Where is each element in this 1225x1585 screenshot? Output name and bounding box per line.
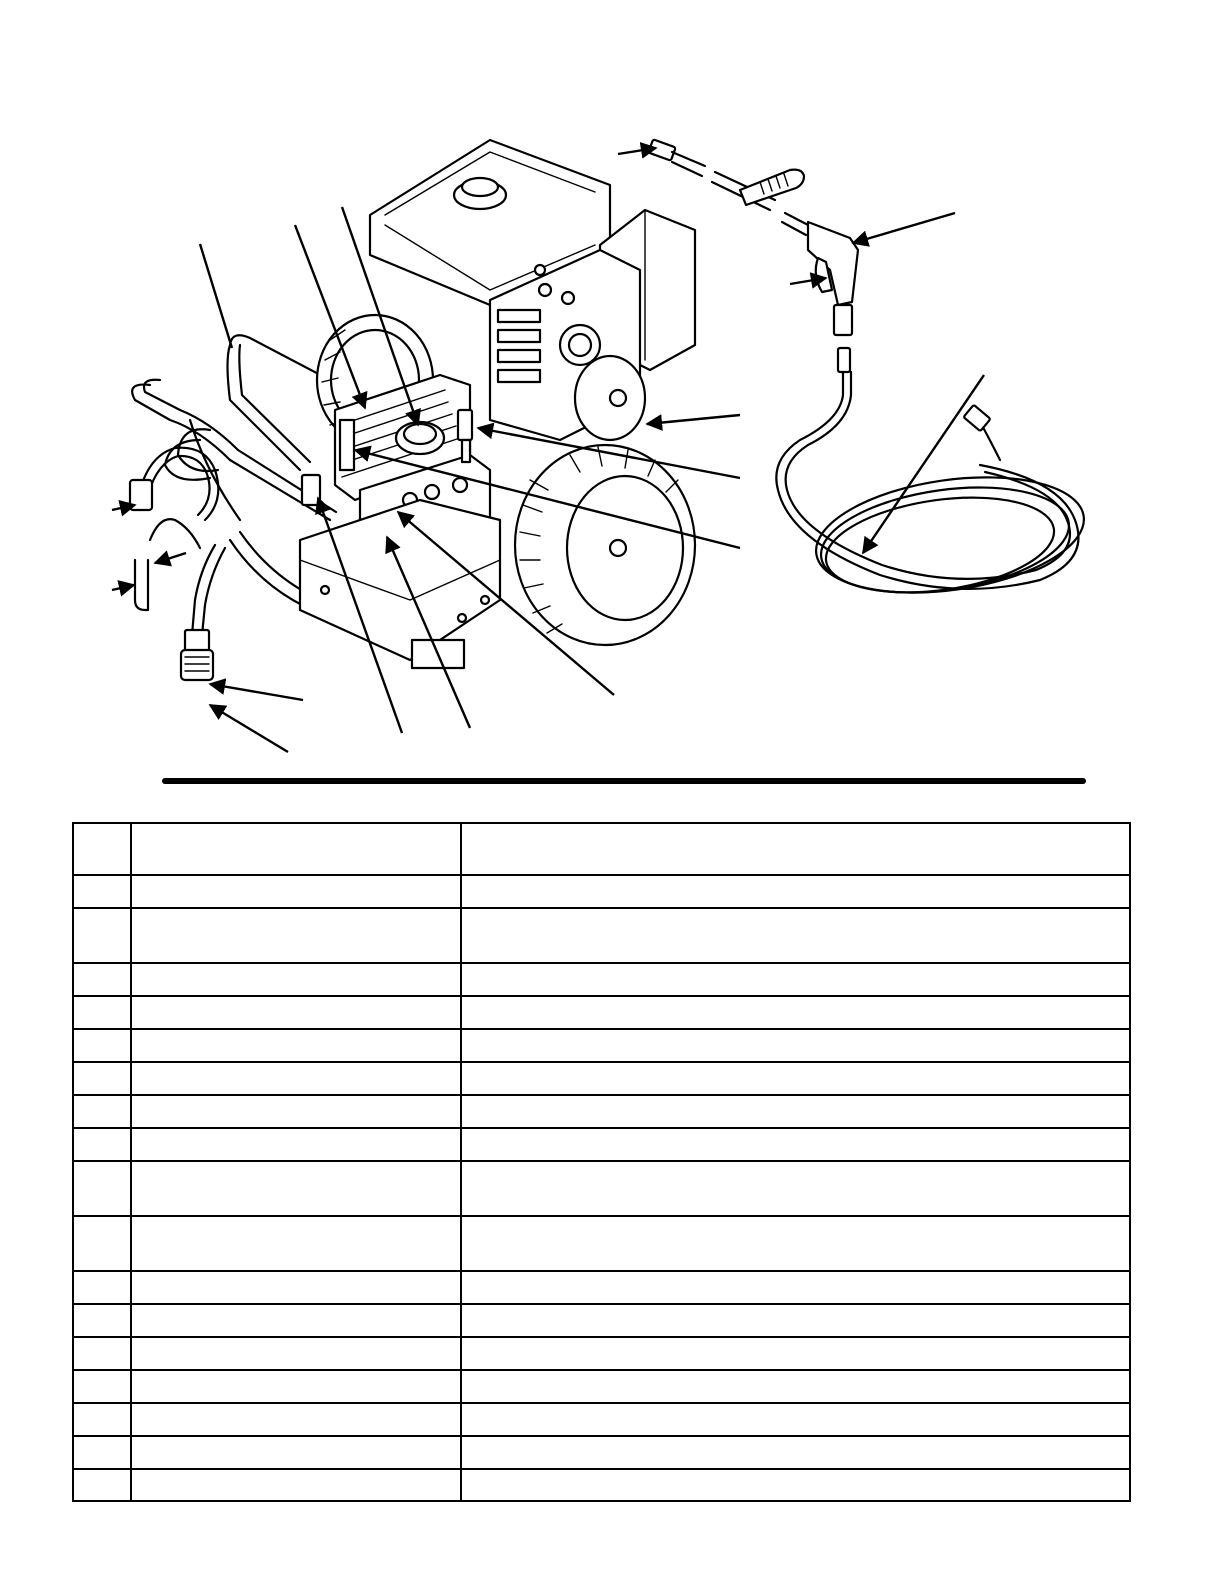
- table-row: [73, 1161, 1130, 1216]
- table-cell-ref: [73, 1469, 131, 1501]
- table-cell-name: [131, 908, 461, 963]
- table-cell-description: [461, 908, 1130, 963]
- table-cell-name: [131, 823, 461, 875]
- pressure-washer-illustration: [0, 0, 1225, 770]
- table-cell-description: [461, 1436, 1130, 1469]
- callout-15: [210, 705, 288, 752]
- section-divider: [162, 778, 1086, 784]
- table-row: [73, 1469, 1130, 1501]
- table-cell-name: [131, 1337, 461, 1370]
- table-cell-ref: [73, 1216, 131, 1271]
- table-row: [73, 996, 1130, 1029]
- table-cell-ref: [73, 1029, 131, 1062]
- table-cell-description: [461, 1469, 1130, 1501]
- table-row: [73, 963, 1130, 996]
- table-cell-description: [461, 996, 1130, 1029]
- table-cell-ref: [73, 1271, 131, 1304]
- table-row: [73, 1062, 1130, 1095]
- table-cell-ref: [73, 1161, 131, 1216]
- table-cell-name: [131, 1095, 461, 1128]
- table-cell-description: [461, 1128, 1130, 1161]
- table-cell-ref: [73, 1403, 131, 1436]
- table-row: [73, 1216, 1130, 1271]
- table-row: [73, 908, 1130, 963]
- table-cell-description: [461, 875, 1130, 908]
- table-cell-name: [131, 1029, 461, 1062]
- table-cell-description: [461, 1216, 1130, 1271]
- table-cell-ref: [73, 875, 131, 908]
- table-cell-name: [131, 1469, 461, 1501]
- callout-13: [112, 585, 134, 590]
- callout-4: [863, 375, 984, 553]
- table-row: [73, 1128, 1130, 1161]
- table-cell-name: [131, 1403, 461, 1436]
- table-cell-description: [461, 823, 1130, 875]
- table-cell-name: [131, 963, 461, 996]
- table-row: [73, 875, 1130, 908]
- callout-2: [853, 213, 955, 243]
- table-cell-name: [131, 1271, 461, 1304]
- table-cell-ref: [73, 963, 131, 996]
- parts-table: [72, 822, 1131, 1502]
- table-cell-ref: [73, 996, 131, 1029]
- table-cell-name: [131, 1062, 461, 1095]
- table-cell-ref: [73, 1095, 131, 1128]
- table-row: [73, 823, 1130, 875]
- table-cell-ref: [73, 1062, 131, 1095]
- table-cell-description: [461, 1337, 1130, 1370]
- callout-10: [200, 244, 232, 348]
- callout-14: [210, 684, 303, 700]
- table-row: [73, 1304, 1130, 1337]
- table-row: [73, 1095, 1130, 1128]
- table-cell-description: [461, 1403, 1130, 1436]
- table-cell-name: [131, 1128, 461, 1161]
- pressure-hose: [776, 372, 1091, 608]
- table-cell-ref: [73, 823, 131, 875]
- table-cell-description: [461, 1271, 1130, 1304]
- table-cell-description: [461, 963, 1130, 996]
- table-cell-name: [131, 1161, 461, 1216]
- table-row: [73, 1436, 1130, 1469]
- table-cell-name: [131, 1370, 461, 1403]
- table-row: [73, 1271, 1130, 1304]
- table-cell-name: [131, 1436, 461, 1469]
- table-cell-description: [461, 1370, 1130, 1403]
- table-cell-description: [461, 1095, 1130, 1128]
- table-cell-ref: [73, 1128, 131, 1161]
- callout-12: [155, 553, 186, 563]
- table-cell-name: [131, 996, 461, 1029]
- table-cell-ref: [73, 1304, 131, 1337]
- table-cell-description: [461, 1304, 1130, 1337]
- table-cell-ref: [73, 1337, 131, 1370]
- table-row: [73, 1403, 1130, 1436]
- table-cell-ref: [73, 1370, 131, 1403]
- table-cell-ref: [73, 1436, 131, 1469]
- table-cell-description: [461, 1029, 1130, 1062]
- table-row: [73, 1337, 1130, 1370]
- table-cell-name: [131, 1304, 461, 1337]
- table-cell-name: [131, 1216, 461, 1271]
- table-cell-name: [131, 875, 461, 908]
- inlet-hoses: [130, 448, 225, 680]
- table-row: [73, 1370, 1130, 1403]
- table-row: [73, 1029, 1130, 1062]
- table-cell-ref: [73, 908, 131, 963]
- table-cell-description: [461, 1161, 1130, 1216]
- callout-5: [647, 415, 740, 424]
- table-cell-description: [461, 1062, 1130, 1095]
